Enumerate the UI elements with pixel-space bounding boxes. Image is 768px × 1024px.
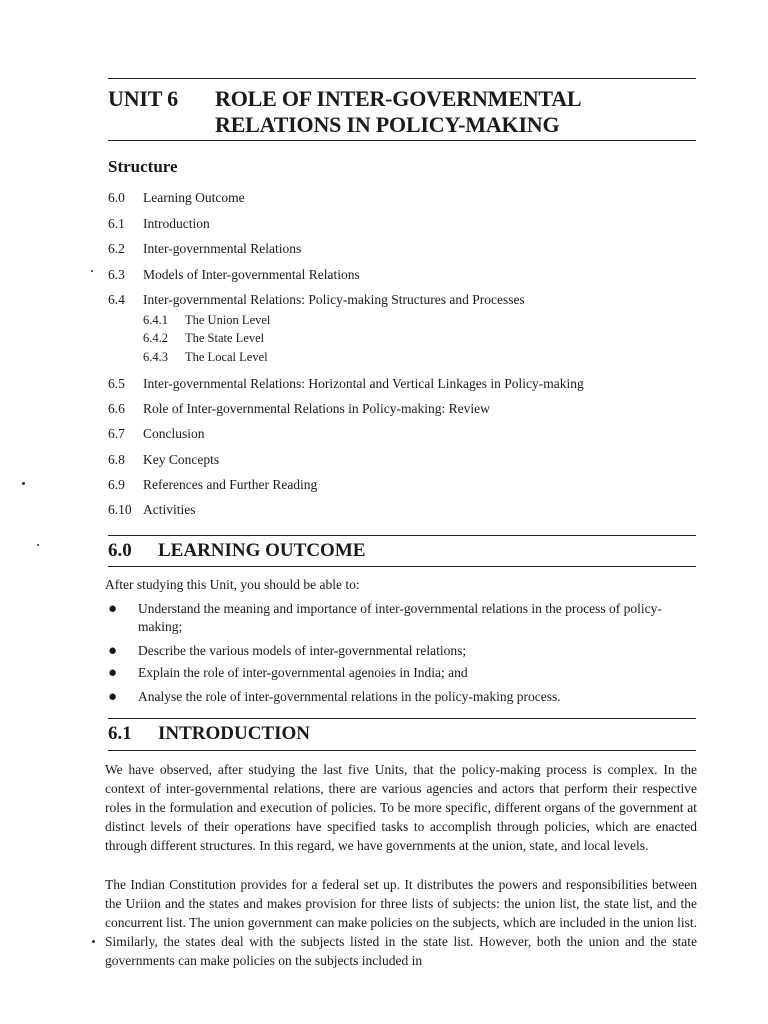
- toc-item-text: Inter-governmental Relations: [143, 241, 302, 256]
- section-heading-introduction: [108, 723, 310, 745]
- toc-subitem-number: 6.4.3: [143, 350, 168, 364]
- toc-item-text: Models of Inter-governmental Relations: [143, 267, 360, 282]
- toc-item-number: 6.3: [108, 267, 125, 282]
- bullet-icon: ●: [108, 643, 118, 659]
- section-number: 6.1: [108, 723, 132, 744]
- top-rule: [108, 78, 696, 79]
- scan-speck: [22, 482, 25, 485]
- toc-subitem-text: The Local Level: [185, 350, 268, 364]
- toc-item-text: Activities: [143, 502, 196, 517]
- unit-title-line2: RELATIONS IN POLICY-MAKING: [215, 112, 560, 137]
- toc-item-number: 6.7: [108, 426, 125, 441]
- toc-subitem-number: 6.4.1: [143, 313, 168, 327]
- unit-title-line1: ROLE OF INTER-GOVERNMENTAL: [215, 86, 582, 111]
- toc-item-number: 6.2: [108, 241, 125, 256]
- list-item-text: Understand the meaning and importance of inter-governmental relations in the process of policy-making;: [138, 601, 662, 634]
- toc-item-number: 6.6: [108, 401, 125, 416]
- unit-number: UNIT 6: [108, 86, 178, 111]
- unit-title: [215, 86, 581, 138]
- toc-item-number: 6.5: [108, 376, 125, 391]
- section-title: LEARNING OUTCOME: [158, 540, 366, 561]
- toc-item-number: 6.10: [108, 502, 132, 517]
- toc-item-number: 6.0: [108, 190, 125, 205]
- toc-item-number: 6.8: [108, 452, 125, 467]
- list-item-text: Analyse the role of inter-governmental relations in the policy-making process.: [138, 689, 561, 704]
- scan-speck: [37, 544, 39, 546]
- structure-heading: Structure: [108, 157, 178, 176]
- intro-paragraph-1: We have observed, after studying the last five Units, that the policy-making process is complex. In the context of inter-governmental relations, there are various agencies and actors that perform their respective roles in the formulation and execution of policies. To be more specific, different organs of the government at distinct levels of their operations have specified tasks to accomplish through policies, which are enacted through different structures. In this regard, we have governments at the union, state, and local levels.: [105, 762, 697, 853]
- scan-speck: [91, 270, 93, 272]
- toc-item-number: 6.4: [108, 292, 125, 307]
- section-rule: [108, 566, 696, 567]
- section-rule: [108, 750, 696, 751]
- section-rule: [108, 535, 696, 536]
- toc-item-text: Learning Outcome: [143, 190, 245, 205]
- toc-item-text: References and Further Reading: [143, 477, 318, 492]
- section-heading-learning-outcome: [108, 540, 365, 562]
- section-rule: [108, 718, 696, 719]
- toc-item-text: Key Concepts: [143, 452, 220, 467]
- toc-subitem-text: The State Level: [185, 331, 265, 345]
- bullet-icon: ●: [108, 601, 118, 617]
- toc-subitem-number: 6.4.2: [143, 331, 168, 345]
- list-item-text: Explain the role of inter-governmental agenoies in India; and: [138, 665, 468, 680]
- learning-intro: After studying this Unit, you should be able to:: [105, 577, 360, 592]
- toc-item-number: 6.9: [108, 477, 125, 492]
- toc-subitem-text: The Union Level: [185, 313, 271, 327]
- intro-paragraph-2: The Indian Constitution provides for a federal set up. It distributes the powers and responsibilities between the Uriion and the states and makes provision for three lists of subjects: the union list, the state list, and the concurrent list. The union government can make policies on the subjects, which are included in the union list. Similarly, the states deal with the subjects listed in the state list. However, both the union and the state governments can make policies on the subjects included in: [105, 877, 697, 968]
- toc-item-text: Conclusion: [143, 426, 205, 441]
- list-item-text: Describe the various models of inter-governmental relations;: [138, 643, 467, 658]
- section-number: 6.0: [108, 540, 132, 561]
- toc-item-text: Inter-governmental Relations: Horizontal and Vertical Linkages in Policy-making: [143, 376, 584, 391]
- section-title: INTRODUCTION: [158, 723, 311, 744]
- toc-item-text: Inter-governmental Relations: Policy-making Structures and Processes: [143, 292, 525, 307]
- bullet-icon: ●: [108, 689, 118, 705]
- toc-item-text: Role of Inter-governmental Relations in Policy-making: Review: [143, 401, 490, 416]
- toc-item-text: Introduction: [143, 216, 210, 231]
- scan-speck: [92, 940, 95, 943]
- bullet-icon: ●: [108, 665, 118, 681]
- header-bottom-rule: [108, 140, 696, 141]
- toc-item-number: 6.1: [108, 216, 125, 231]
